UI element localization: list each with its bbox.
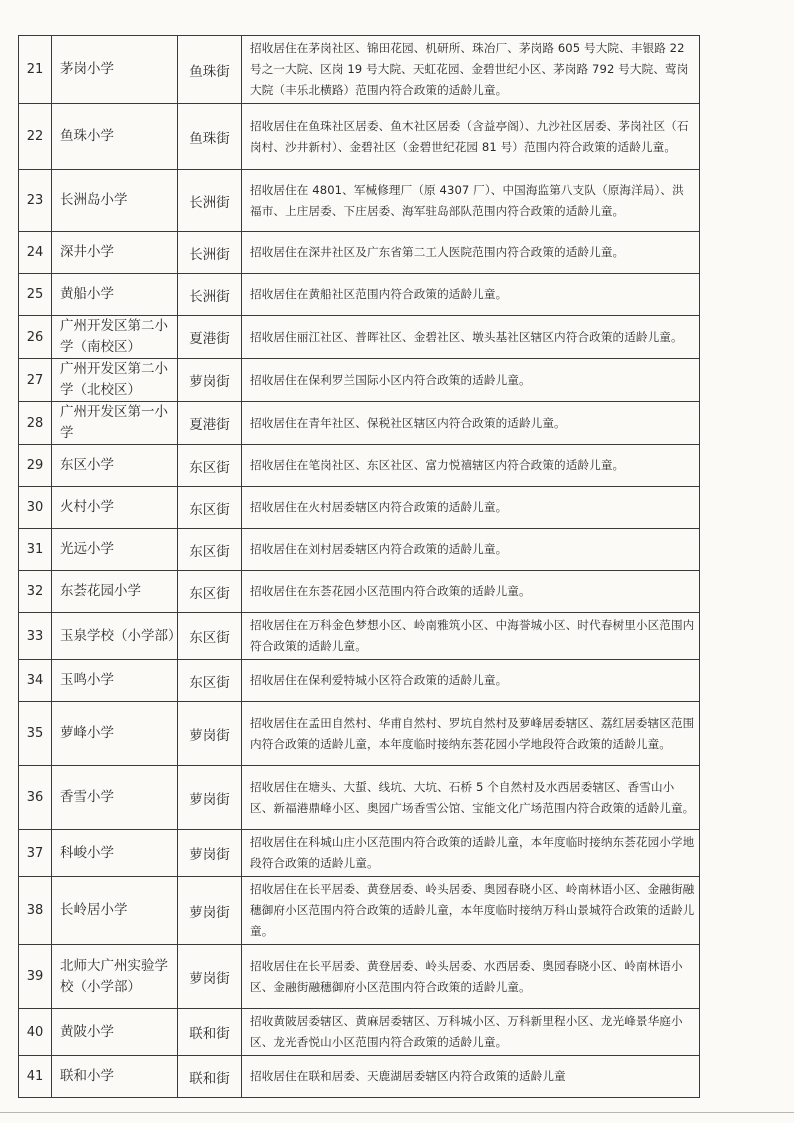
table-row <box>19 1009 700 1056</box>
row-number: 40 <box>19 1009 52 1056</box>
street-name: 鱼珠街 <box>178 36 242 104</box>
table-row <box>19 1056 700 1098</box>
table-row <box>19 613 700 660</box>
row-number: 37 <box>19 830 52 877</box>
row-number: 38 <box>19 877 52 945</box>
school-name: 科峻小学 <box>52 830 178 877</box>
street-name: 联和街 <box>178 1009 242 1056</box>
table-row <box>19 274 700 316</box>
street-name: 联和街 <box>178 1056 242 1098</box>
enrollment-scope: 招收居住在联和居委、天鹿湖居委辖区内符合政策的适龄儿童 <box>242 1056 700 1098</box>
school-name: 深井小学 <box>52 232 178 274</box>
street-name: 东区街 <box>178 529 242 571</box>
school-name: 黄船小学 <box>52 274 178 316</box>
school-name: 香雪小学 <box>52 766 178 830</box>
school-name: 广州开发区第二小学（南校区） <box>52 316 178 359</box>
enrollment-scope: 招收居住在塘头、大蜇、线坑、大坑、石桥 5 个自然村及水西居委辖区、香雪山小区、新福港鼎峰小区、奥园广场香雪公馆、宝能文化广场范围内符合政策的适龄儿童。 <box>242 766 700 830</box>
enrollment-scope: 招收居住在保利爱特城小区符合政策的适龄儿童。 <box>242 660 700 702</box>
row-number: 39 <box>19 945 52 1009</box>
street-name: 鱼珠街 <box>178 104 242 170</box>
row-number: 28 <box>19 402 52 445</box>
school-name: 光远小学 <box>52 529 178 571</box>
row-number: 33 <box>19 613 52 660</box>
school-name: 东区小学 <box>52 445 178 487</box>
enrollment-scope: 招收居住在黄船社区范围内符合政策的适龄儿童。 <box>242 274 700 316</box>
school-name: 玉泉学校（小学部） <box>52 613 178 660</box>
row-number: 36 <box>19 766 52 830</box>
school-name: 长岭居小学 <box>52 877 178 945</box>
table-row <box>19 702 700 766</box>
table-row <box>19 316 700 359</box>
row-number: 29 <box>19 445 52 487</box>
table-row <box>19 402 700 445</box>
table-row <box>19 877 700 945</box>
street-name: 东区街 <box>178 660 242 702</box>
row-number: 27 <box>19 359 52 402</box>
street-name: 东区街 <box>178 445 242 487</box>
school-name: 茅岗小学 <box>52 36 178 104</box>
street-name: 萝岗街 <box>178 945 242 1009</box>
table-row <box>19 660 700 702</box>
row-number: 32 <box>19 571 52 613</box>
row-number: 35 <box>19 702 52 766</box>
enrollment-scope: 招收居住在笔岗社区、东区社区、富力悦禧辖区内符合政策的适龄儿童。 <box>242 445 700 487</box>
school-name: 火村小学 <box>52 487 178 529</box>
street-name: 长洲街 <box>178 232 242 274</box>
enrollment-scope: 招收居住丽江社区、普晖社区、金碧社区、墩头基社区辖区内符合政策的适龄儿童。 <box>242 316 700 359</box>
school-name: 萝峰小学 <box>52 702 178 766</box>
street-name: 东区街 <box>178 571 242 613</box>
row-number: 23 <box>19 170 52 232</box>
table-row <box>19 945 700 1009</box>
street-name: 长洲街 <box>178 274 242 316</box>
street-name: 长洲街 <box>178 170 242 232</box>
table-row <box>19 359 700 402</box>
enrollment-scope: 招收居住在鱼珠社区居委、鱼木社区居委（含益亭阁）、九沙社区居委、茅岗社区（石岗村、沙井新村）、金碧社区（金碧世纪花园 81 号）范围内符合政策的适龄儿童。 <box>242 104 700 170</box>
school-name: 联和小学 <box>52 1056 178 1098</box>
school-name: 东荟花园小学 <box>52 571 178 613</box>
row-number: 26 <box>19 316 52 359</box>
enrollment-scope: 招收居住在刘村居委辖区内符合政策的适龄儿童。 <box>242 529 700 571</box>
table-row <box>19 36 700 104</box>
row-number: 30 <box>19 487 52 529</box>
row-number: 22 <box>19 104 52 170</box>
table-row <box>19 766 700 830</box>
enrollment-scope: 招收居住在 4801、军械修理厂（原 4307 厂）、中国海监第八支队（原海洋局）、洪福市、上庄居委、下庄居委、海军驻岛部队范围内符合政策的适龄儿童。 <box>242 170 700 232</box>
row-number: 41 <box>19 1056 52 1098</box>
enrollment-scope: 招收居住在科城山庄小区范围内符合政策的适龄儿童，本年度临时接纳东荟花园小学地段符合政策的适龄儿童。 <box>242 830 700 877</box>
enrollment-scope: 招收居住在长平居委、黄登居委、岭头居委、水西居委、奥园春晓小区、岭南林语小区、金融街融穗御府小区范围内符合政策的适龄儿童。 <box>242 945 700 1009</box>
table-row <box>19 170 700 232</box>
enrollment-scope: 招收黄陂居委辖区、黄麻居委辖区、万科城小区、万科新里程小区、龙光峰景华庭小区、龙光香悦山小区范围内符合政策的适龄儿童。 <box>242 1009 700 1056</box>
enrollment-scope: 招收居住在万科金色梦想小区、岭南雅筑小区、中海誉城小区、时代春树里小区范围内符合政策的适龄儿童。 <box>242 613 700 660</box>
enrollment-scope: 招收居住在东荟花园小区范围内符合政策的适龄儿童。 <box>242 571 700 613</box>
row-number: 31 <box>19 529 52 571</box>
table-row <box>19 529 700 571</box>
table-row <box>19 571 700 613</box>
street-name: 东区街 <box>178 613 242 660</box>
enrollment-scope: 招收居住在青年社区、保税社区辖区内符合政策的适龄儿童。 <box>242 402 700 445</box>
enrollment-scope: 招收居住在长平居委、黄登居委、岭头居委、奥园春晓小区、岭南林语小区、金融街融穗御府小区范围内符合政策的适龄儿童，本年度临时接纳万科山景城符合政策的适龄儿童。 <box>242 877 700 945</box>
page-bottom-divider <box>0 1112 794 1113</box>
school-name: 长洲岛小学 <box>52 170 178 232</box>
enrollment-scope: 招收居住在茅岗社区、锦田花园、机研所、珠冶厂、茅岗路 605 号大院、丰银路 22 号之一大院、区岗 19 号大院、天虹花园、金碧世纪小区、茅岗路 792 号大院、莺岗大院（丰乐北横路）范围内符合政策的适龄儿童。 <box>242 36 700 104</box>
table-row <box>19 104 700 170</box>
table-row <box>19 487 700 529</box>
table-body <box>19 36 700 1098</box>
street-name: 萝岗街 <box>178 830 242 877</box>
school-name: 广州开发区第二小学（北校区） <box>52 359 178 402</box>
row-number: 21 <box>19 36 52 104</box>
enrollment-scope: 招收居住在深井社区及广东省第二工人医院范围内符合政策的适龄儿童。 <box>242 232 700 274</box>
school-name: 玉鸣小学 <box>52 660 178 702</box>
street-name: 夏港街 <box>178 402 242 445</box>
school-name: 北师大广州实验学校（小学部） <box>52 945 178 1009</box>
enrollment-scope: 招收居住在孟田自然村、华甫自然村、罗坑自然村及萝峰居委辖区、荔红居委辖区范围内符合政策的适龄儿童，本年度临时接纳东荟花园小学地段符合政策的适龄儿童。 <box>242 702 700 766</box>
school-admission-table <box>18 35 700 1098</box>
street-name: 萝岗街 <box>178 766 242 830</box>
school-name: 黄陂小学 <box>52 1009 178 1056</box>
enrollment-scope: 招收居住在保利罗兰国际小区内符合政策的适龄儿童。 <box>242 359 700 402</box>
school-name: 广州开发区第一小学 <box>52 402 178 445</box>
table-row <box>19 232 700 274</box>
school-name: 鱼珠小学 <box>52 104 178 170</box>
street-name: 东区街 <box>178 487 242 529</box>
row-number: 24 <box>19 232 52 274</box>
street-name: 夏港街 <box>178 316 242 359</box>
table-row <box>19 445 700 487</box>
street-name: 萝岗街 <box>178 359 242 402</box>
row-number: 34 <box>19 660 52 702</box>
street-name: 萝岗街 <box>178 702 242 766</box>
row-number: 25 <box>19 274 52 316</box>
enrollment-scope: 招收居住在火村居委辖区内符合政策的适龄儿童。 <box>242 487 700 529</box>
table-row <box>19 830 700 877</box>
street-name: 萝岗街 <box>178 877 242 945</box>
